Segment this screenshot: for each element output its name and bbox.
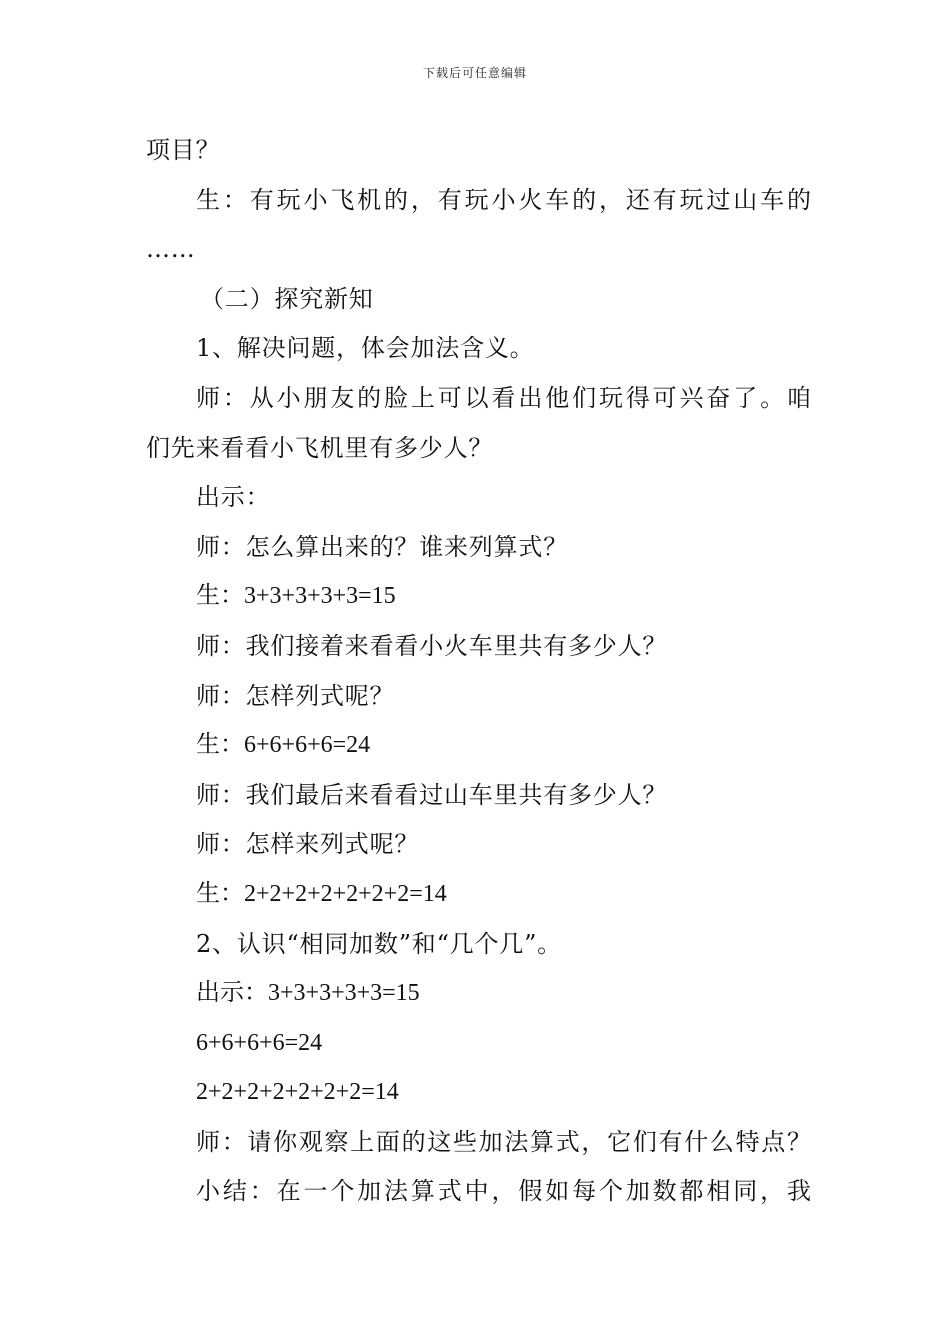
paragraph-line: 出示： (196, 483, 271, 512)
paragraph-line: 师：怎样列式呢？ (196, 681, 395, 710)
equation-line: 2+2+2+2+2+2+2=14 (196, 1079, 399, 1106)
paragraph-line: 师：我们最后来看看过山车里共有多少人？ (196, 780, 668, 809)
equation-line: 生：2+2+2+2+2+2+2=14 (196, 880, 447, 907)
paragraph-line: 2、认识“相同加数”和“几个几”。 (196, 929, 562, 958)
paragraph-line: 师：请你观察上面的这些加法算式，它们有什么特点？ (196, 1127, 811, 1156)
paragraph-line: …… (146, 235, 196, 264)
paragraph-line: 小结：在一个加法算式中，假如每个加数都相同，我 (196, 1177, 811, 1206)
page-header: 下载后可任意编辑 (422, 66, 527, 80)
paragraph-line: 师：从小朋友的脸上可以看出他们玩得可兴奋了。咱 (196, 383, 811, 412)
equation-line: 生：3+3+3+3+3=15 (196, 583, 396, 610)
equation-line: 6+6+6+6=24 (196, 1029, 323, 1056)
paragraph-line: 师：怎么算出来的？谁来列算式？ (196, 532, 568, 561)
paragraph-line: 项目？ (146, 136, 221, 164)
paragraph-line: 们先来看看小飞机里有多少人？ (146, 433, 494, 462)
section-heading: （二）探究新知 (200, 284, 374, 313)
document-body (146, 126, 811, 1217)
paragraph-line: 师：我们接着来看看小火车里共有多少人？ (196, 631, 668, 660)
equation-line: 出示：3+3+3+3+3=15 (196, 980, 420, 1007)
paragraph-line: 生：有玩小飞机的，有玩小火车的，还有玩过山车的 (196, 185, 811, 214)
equation-line: 生：6+6+6+6=24 (196, 732, 371, 759)
paragraph-line: 1、解决问题，体会加法含义。 (196, 334, 535, 363)
paragraph-line: 师：怎样来列式呢？ (196, 830, 420, 859)
